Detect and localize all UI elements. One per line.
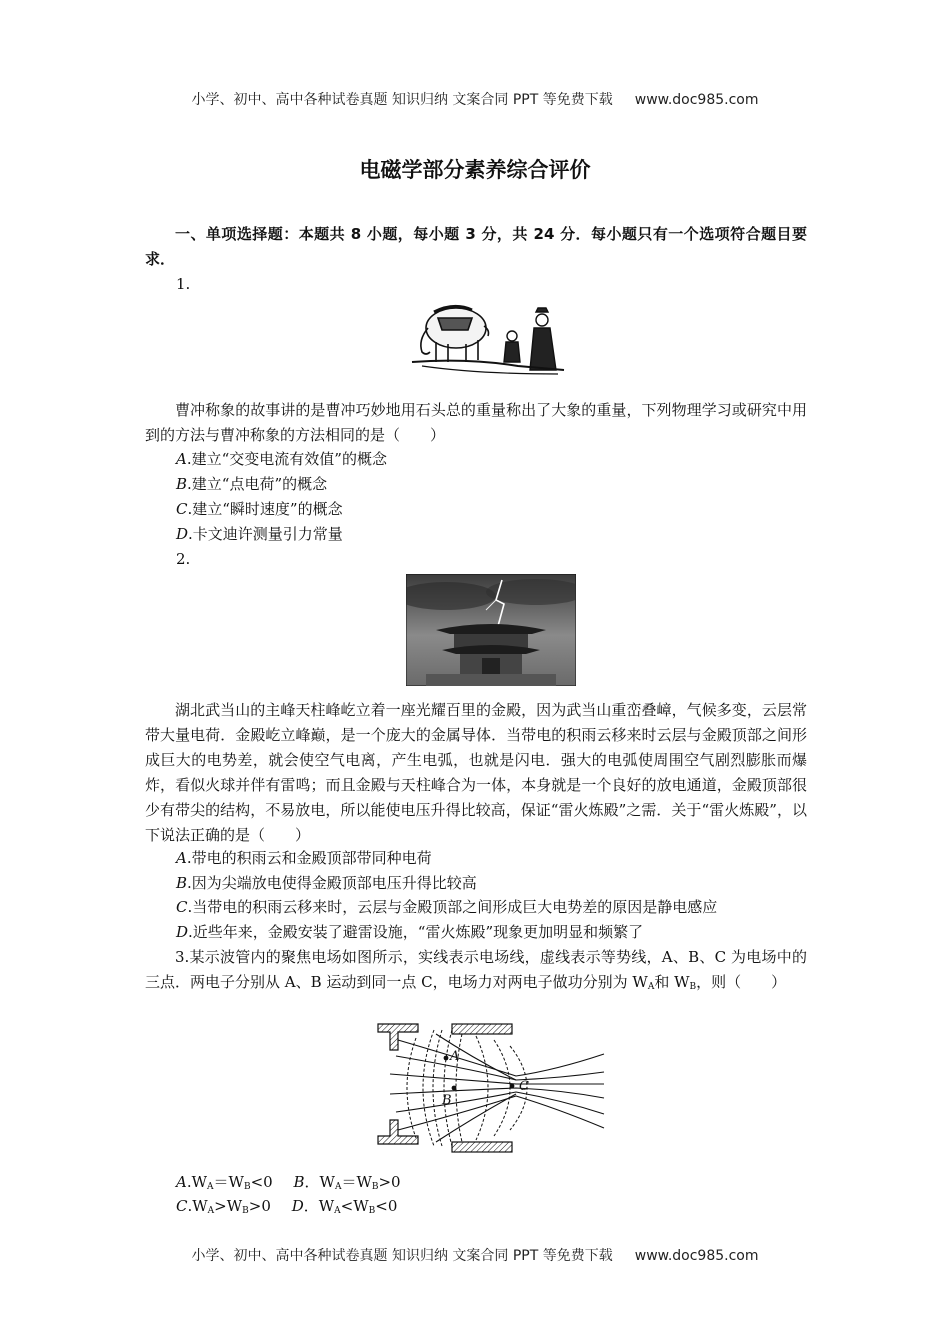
q3-option-b: B．$W_A=W_B>0$ bbox=[293, 1173, 401, 1192]
page-title: 电磁学部分素养综合评价 bbox=[359, 158, 591, 182]
q1-option-c: C.建立“瞬时速度”的概念 bbox=[176, 500, 343, 518]
q3-options-cd bbox=[176, 1194, 397, 1224]
q1-option-b: B.建立“点电荷”的概念 bbox=[176, 475, 328, 493]
q3-stem: 3.某示波管内的聚焦电场如图所示，实线表示电场线，虚线表示等势线，A、B、C 为电场中的三点．两电子分别从 A、B 运动到同一点 C，电场力对两电子做功分别为 $W_A$和 $W_B$，则（ ） bbox=[145, 948, 807, 992]
section-heading: 一、单项选择题：本题共 8 小题，每小题 3 分，共 24 分．每小题只有一个选项符合题目要求． bbox=[145, 225, 807, 268]
header-text: 小学、初中、高中各种试卷真题 知识归纳 文案合同 PPT 等免费下载 bbox=[191, 92, 613, 108]
elephant-illustration bbox=[408, 300, 570, 380]
golden-hall-lightning-photo bbox=[406, 574, 576, 686]
q2-option-d: D.近些年来，金殿安装了避雷设施，“雷火炼殿”现象更加明显和频繁了 bbox=[176, 923, 644, 941]
q2-option-b: B.因为尖端放电使得金殿顶部电压升得比较高 bbox=[176, 874, 477, 892]
q2-number: 2. bbox=[176, 550, 191, 568]
q3-option-d: D．$W_A<W_B<0$ bbox=[291, 1197, 398, 1216]
q1-option-d: D.卡文迪许测量引力常量 bbox=[176, 525, 343, 543]
header-url[interactable]: www.doc985.com bbox=[634, 92, 759, 108]
page-header bbox=[0, 89, 950, 109]
q2-option-c: C.当带电的积雨云移来时，云层与金殿顶部之间形成巨大电势差的原因是静电感应 bbox=[176, 898, 718, 916]
q2-option-a: A.带电的积雨云和金殿顶部带同种电荷 bbox=[176, 849, 432, 867]
focusing-field-diagram bbox=[376, 1020, 608, 1156]
footer-text: 小学、初中、高中各种试卷真题 知识归纳 文案合同 PPT 等免费下载 bbox=[191, 1248, 613, 1264]
q1-option-a: A.建立“交变电流有效值”的概念 bbox=[176, 450, 387, 468]
footer-url[interactable]: www.doc985.com bbox=[634, 1248, 759, 1264]
label-c: C bbox=[519, 1079, 529, 1094]
q3-option-a: $A.W_A=W_B<0$ bbox=[176, 1173, 273, 1192]
q1-stem: 曹冲称象的故事讲的是曹冲巧妙地用石头总的重量称出了大象的重量，下列物理学习或研究中用到的方法与曹冲称象的方法相同的是（ ） bbox=[145, 401, 807, 444]
label-b: B bbox=[442, 1093, 452, 1108]
q1-number: 1. bbox=[176, 275, 191, 293]
page-footer bbox=[0, 1245, 950, 1265]
label-a: A bbox=[450, 1049, 460, 1064]
q3-option-c: $C.W_A>W_B>0$ bbox=[176, 1197, 271, 1216]
q2-stem: 湖北武当山的主峰天柱峰屹立着一座光耀百里的金殿，因为武当山重峦叠嶂，气候多变，云层常带大量电荷．金殿屹立峰巅，是一个庞大的金属导体．当带电的积雨云移来时云层与金殿顶部之间形成巨大的电势差，就会使空气电离，产生电弧，也就是闪电．强大的电弧使周围空气剧烈膨胀而爆炸，看似火球并伴有雷鸣；而且金殿与天柱峰合为一体，本身就是一个良好的放电通道，金殿顶部很少有带尖的结构，不易放电，所以能使电压升得比较高，保证“雷火炼殿”之需．关于“雷火炼殿”，以下说法正确的是（ ） bbox=[145, 701, 807, 844]
